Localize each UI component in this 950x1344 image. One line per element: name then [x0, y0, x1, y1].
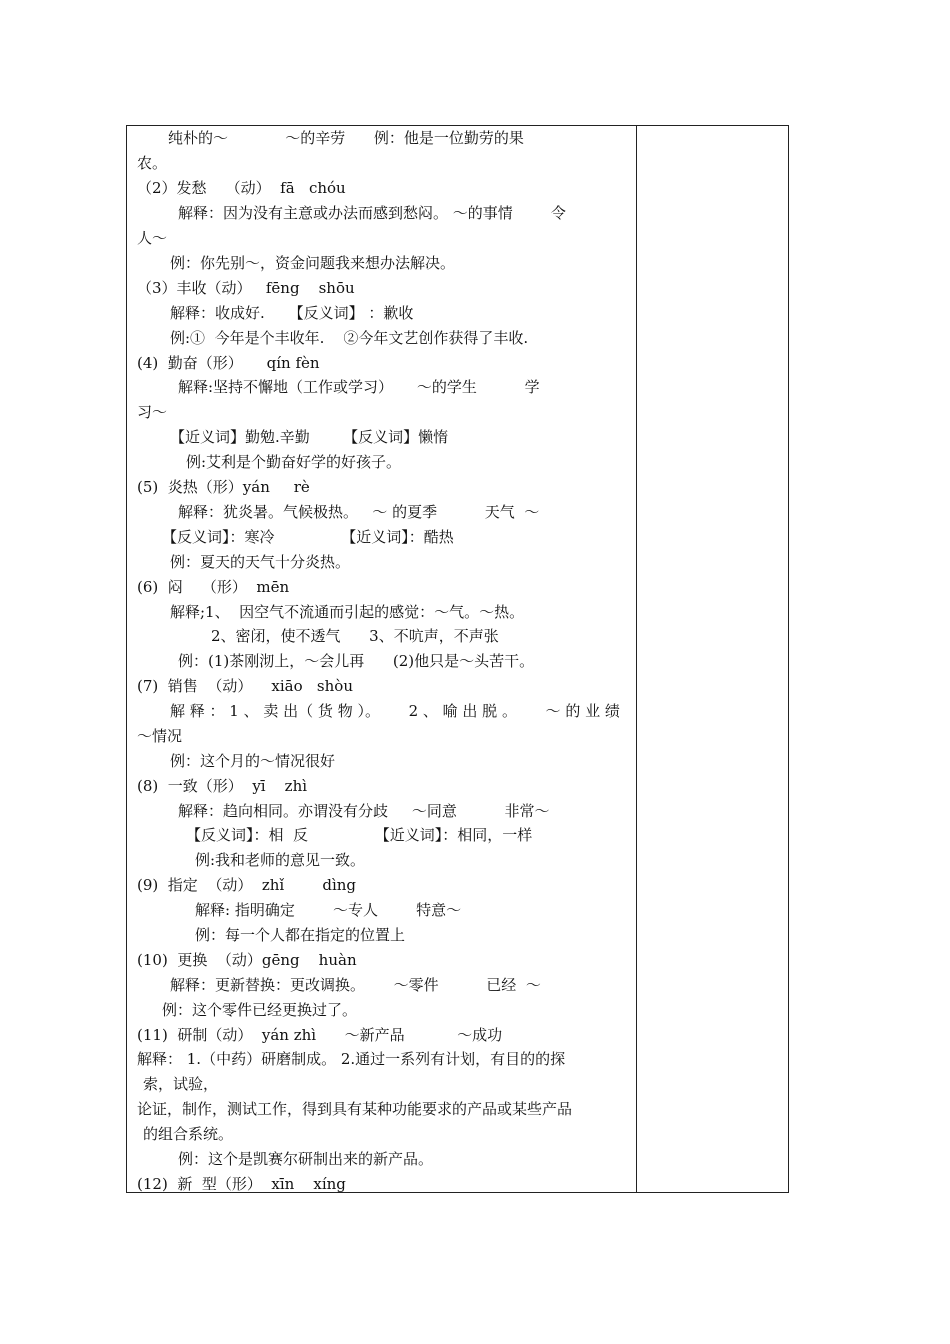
entry-heading: (9) 指定 （动） zhǐ dìng [137, 876, 357, 894]
entry-heading: (6) 闷 （形） mēn [137, 578, 290, 596]
example-line: 例：这个是凯赛尔研制出来的新产品。 [178, 1150, 434, 1168]
synonym-line: 【近义词】勤勉.辛勤 【反义词】懒惰 [170, 428, 449, 446]
text-line: 纯朴的～ ～的辛劳 例：他是一位勤劳的果 [168, 129, 524, 147]
entry-heading: （2）发愁 （动） fā chóu [137, 179, 346, 197]
text-line: 2、密闭，使不透气 3、不吭声，不声张 [211, 627, 499, 645]
example-line: 例：(1)茶刚沏上，～会儿再 (2)他只是～头苦干。 [178, 652, 535, 670]
text-line: 的组合系统。 [143, 1125, 234, 1143]
text-line: 解释：收成好. 【反义词】 ：歉收 [170, 304, 414, 322]
text-line: ～情况 [137, 727, 183, 745]
example-line: 例：夏天的天气十分炎热。 [170, 553, 351, 571]
text-line: 解释: 指明确定 ～专人 特意～ [195, 901, 462, 919]
text-line: 论证，制作，测试工作，得到具有某种功能要求的产品或某些产品 [137, 1100, 573, 1118]
entry-heading: (4) 勤奋（形） qín fèn [137, 354, 320, 372]
column-divider [636, 125, 637, 1193]
text-line: 农。 [137, 154, 168, 172]
entry-heading: (8) 一致（形） yī zhì [137, 777, 308, 795]
synonym-line: 【反义词】：相 反 【近义词】：相同，一样 [186, 826, 533, 844]
example-line: 例：这个月的～情况很好 [170, 752, 336, 770]
entry-heading: （3）丰收（动） fēng shōu [137, 279, 355, 297]
text-line: 解释：犹炎暑。气候极热。 ～ 的夏季 天气 ～ [178, 503, 540, 521]
entry-heading: (12) 新 型（形） xīn xíng [137, 1175, 346, 1193]
text-line: 人～ [137, 229, 168, 247]
text-line: 解释：因为没有主意或办法而感到愁闷。 ～的事情 令 [178, 204, 566, 222]
entry-heading: (5) 炎热（形）yán rè [137, 478, 310, 496]
entry-heading: (7) 销售 （动） xiāo shòu [137, 677, 353, 695]
text-line: 解 释 ： 1 、 卖 出（ 货 物 ）。 2 、 喻 出 脱 。 ～ 的 业 绩 [170, 702, 620, 720]
text-line: 解释： 1.（中药）研磨制成。 2.通过一系列有计划，有目的的探 [137, 1050, 566, 1068]
text-line: 解释：更新替换：更改调换。 ～零件 已经 ～ [170, 976, 541, 994]
entry-heading: (11) 研制（动） yán zhì ～新产品 ～成功 [137, 1026, 503, 1044]
example-line: 例:我和老师的意见一致。 [195, 851, 366, 869]
example-line: 例：每一个人都在指定的位置上 [195, 926, 406, 944]
text-line: 索，试验， [143, 1075, 219, 1093]
text-line: 解释;1、 因空气不流通而引起的感觉：～气。～热。 [170, 603, 525, 621]
text-line: 解释：趋向相同。亦谓没有分歧 ～同意 非常～ [178, 802, 550, 820]
text-line: 解释:坚持不懈地（工作或学习） ～的学生 学 [178, 378, 540, 396]
synonym-line: 【反义词】：寒冷 【近义词】：酷热 [162, 528, 454, 546]
example-line: 例:艾利是个勤奋好学的好孩子。 [186, 453, 402, 471]
example-line: 例：这个零件已经更换过了。 [162, 1001, 358, 1019]
entry-heading: (10) 更换 （动）gēng huàn [137, 951, 357, 969]
text-line: 习～ [137, 403, 168, 421]
example-line: 例:① 今年是个丰收年. ②今年文艺创作获得了丰收. [170, 329, 529, 347]
example-line: 例：你先别～，资金问题我来想办法解决。 [170, 254, 456, 272]
